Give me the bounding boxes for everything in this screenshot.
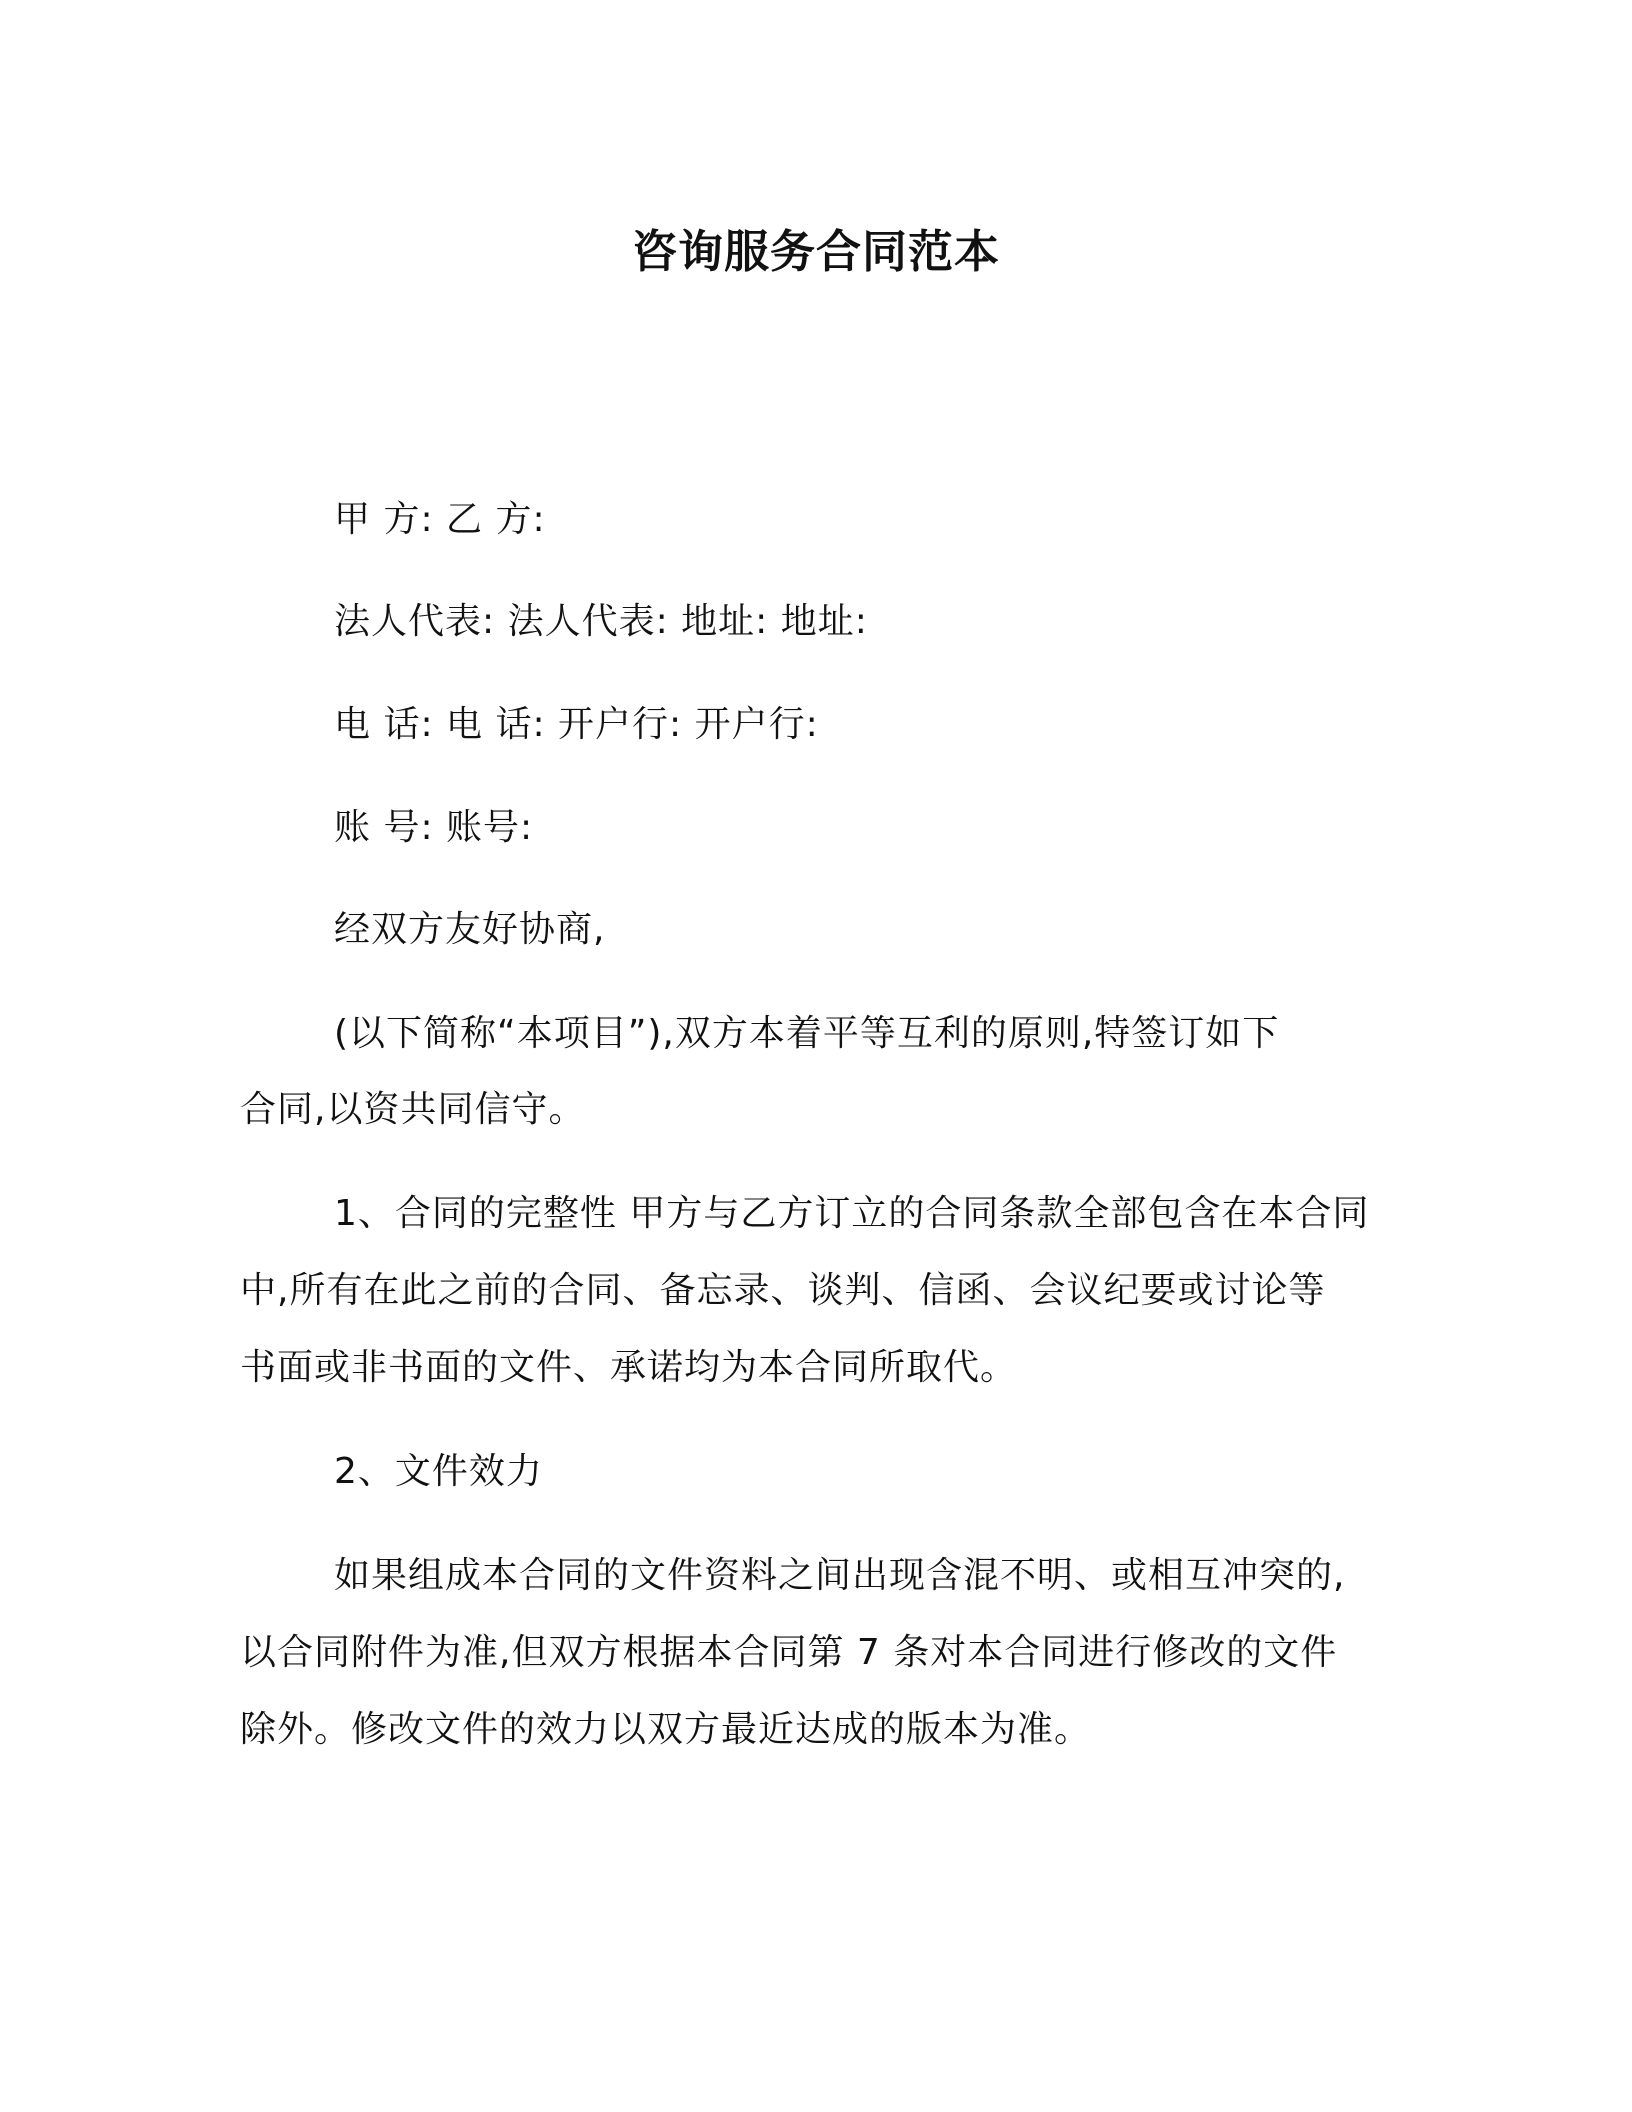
party-line: 甲 方: 乙 方: [334,499,546,540]
clause-1-line: 1、合同的完整性 甲方与乙方订立的合同条款全部包含在本合同 [334,1193,1370,1234]
clause-2-line: 除外。修改文件的效力以双方最近达成的版本为准。 [240,1709,1092,1750]
clause-1-line: 书面或非书面的文件、承诺均为本合同所取代。 [240,1347,1018,1388]
paragraph-line: 合同,以资共同信守。 [240,1089,586,1130]
clause-1-line: 中,所有在此之前的合同、备忘录、谈判、信函、会议纪要或讨论等 [240,1270,1326,1311]
document-title: 咨询服务合同范本 [631,225,1000,278]
account-line: 账 号: 账号: [334,807,534,848]
phone-bank-line: 电 话: 电 话: 开户行: 开户行: [334,704,819,745]
clause-2-line: 以合同附件为准,但双方根据本合同第 7 条对本合同进行修改的文件 [240,1632,1338,1673]
paragraph-line: 经双方友好协商, [334,909,606,950]
legal-rep-address-line: 法人代表: 法人代表: 地址: 地址: [334,601,868,642]
clause-2-line: 如果组成本合同的文件资料之间出现含混不明、或相互冲突的, [334,1555,1346,1596]
clause-2-heading: 2、文件效力 [334,1451,543,1492]
paragraph-line: (以下简称“本项目”),双方本着平等互利的原则,特签订如下 [334,1013,1280,1054]
